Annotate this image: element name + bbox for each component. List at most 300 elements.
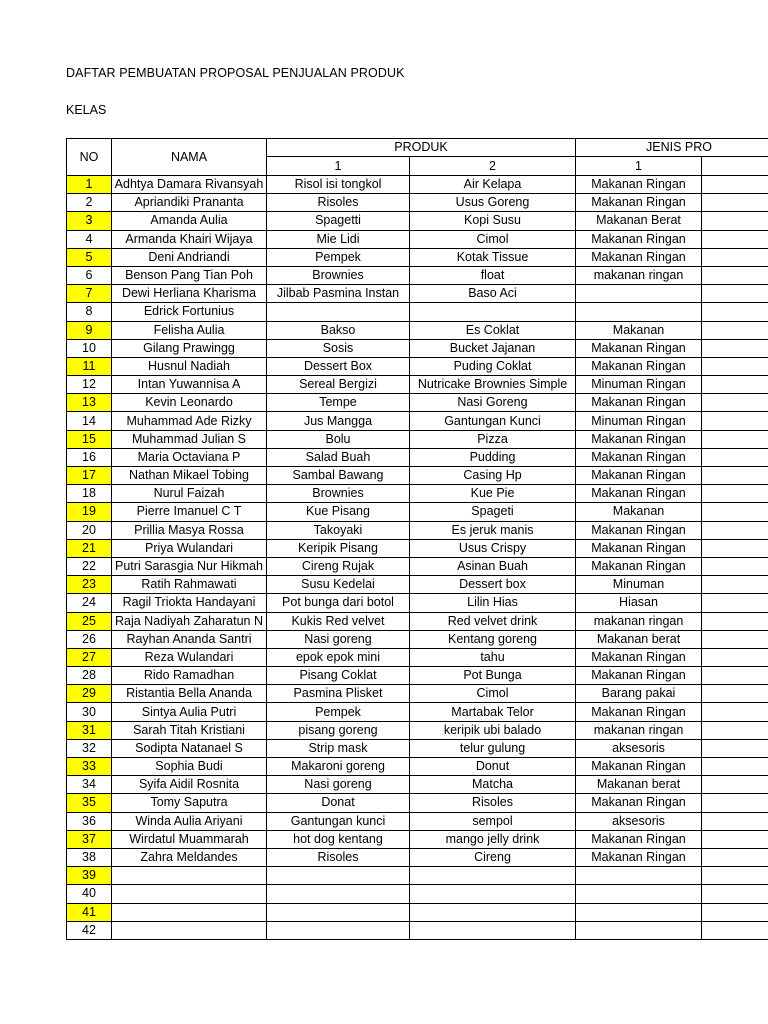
header-no: NO xyxy=(67,139,112,176)
cell-no[interactable]: 4 xyxy=(67,230,112,248)
cell-jenis-1[interactable]: Makanan Ringan xyxy=(576,394,702,412)
cell-jenis-2[interactable] xyxy=(702,703,768,721)
cell-no[interactable]: 41 xyxy=(67,903,112,921)
cell-jenis-2[interactable] xyxy=(702,685,768,703)
cell-jenis-2[interactable] xyxy=(702,521,768,539)
cell-jenis-2[interactable] xyxy=(702,885,768,903)
cell-produk-2[interactable]: Bucket Jajanan xyxy=(410,339,576,357)
cell-jenis-2[interactable] xyxy=(702,430,768,448)
cell-nama[interactable]: Gilang Prawingg xyxy=(112,339,267,357)
cell-jenis-2[interactable] xyxy=(702,830,768,848)
table-row xyxy=(67,612,768,630)
table-row xyxy=(67,266,768,284)
cell-jenis-1[interactable]: makanan ringan xyxy=(576,721,702,739)
cell-produk-1[interactable]: Dessert Box xyxy=(267,357,410,375)
table-row xyxy=(67,448,768,466)
cell-produk-2[interactable]: Kopi Susu xyxy=(410,212,576,230)
cell-produk-1[interactable]: Pasmina Plisket xyxy=(267,685,410,703)
cell-jenis-2[interactable] xyxy=(702,539,768,557)
cell-no[interactable]: 29 xyxy=(67,685,112,703)
cell-no[interactable]: 42 xyxy=(67,921,112,939)
header-jenis-produk: JENIS PRO xyxy=(576,139,768,157)
cell-jenis-1[interactable] xyxy=(576,885,702,903)
cell-jenis-1[interactable]: Barang pakai xyxy=(576,685,702,703)
cell-jenis-1[interactable]: Minuman xyxy=(576,576,702,594)
table-row xyxy=(67,594,768,612)
table-row xyxy=(67,721,768,739)
cell-no[interactable]: 13 xyxy=(67,394,112,412)
cell-produk-2[interactable]: Kentang goreng xyxy=(410,630,576,648)
cell-jenis-1[interactable]: aksesoris xyxy=(576,812,702,830)
table-row xyxy=(67,794,768,812)
cell-produk-2[interactable]: Usus Goreng xyxy=(410,194,576,212)
cell-no[interactable]: 16 xyxy=(67,448,112,466)
cell-produk-1[interactable]: Brownies xyxy=(267,485,410,503)
cell-produk-2[interactable]: Pudding xyxy=(410,448,576,466)
cell-nama[interactable]: Dewi Herliana Kharisma xyxy=(112,285,267,303)
cell-produk-1[interactable]: Risol isi tongkol xyxy=(267,176,410,194)
cell-jenis-2[interactable] xyxy=(702,812,768,830)
cell-jenis-2[interactable] xyxy=(702,266,768,284)
cell-nama[interactable]: Raja Nadiyah Zaharatun N xyxy=(112,612,267,630)
cell-jenis-2[interactable] xyxy=(702,176,768,194)
cell-nama[interactable]: Prillia Masya Rossa xyxy=(112,521,267,539)
cell-jenis-1[interactable]: Minuman Ringan xyxy=(576,376,702,394)
cell-produk-1[interactable]: Takoyaki xyxy=(267,521,410,539)
cell-jenis-2[interactable] xyxy=(702,357,768,375)
cell-jenis-1[interactable]: Makanan Ringan xyxy=(576,794,702,812)
cell-jenis-2[interactable] xyxy=(702,339,768,357)
cell-nama[interactable]: Edrick Fortunius xyxy=(112,303,267,321)
cell-nama[interactable]: Sarah Titah Kristiani xyxy=(112,721,267,739)
table-row xyxy=(67,467,768,485)
cell-jenis-2[interactable] xyxy=(702,412,768,430)
cell-produk-2[interactable]: Gantungan Kunci xyxy=(410,412,576,430)
cell-no[interactable]: 25 xyxy=(67,612,112,630)
cell-no[interactable]: 12 xyxy=(67,376,112,394)
cell-jenis-2[interactable] xyxy=(702,903,768,921)
cell-nama[interactable]: Kevin Leonardo xyxy=(112,394,267,412)
cell-produk-1[interactable]: Kukis Red velvet xyxy=(267,612,410,630)
spreadsheet-table-area xyxy=(66,138,768,942)
cell-no[interactable]: 1 xyxy=(67,176,112,194)
cell-no[interactable]: 3 xyxy=(67,212,112,230)
table-row xyxy=(67,248,768,266)
cell-produk-2[interactable]: Risoles xyxy=(410,794,576,812)
cell-no[interactable]: 35 xyxy=(67,794,112,812)
cell-produk-2[interactable]: sempol xyxy=(410,812,576,830)
cell-produk-1[interactable]: Keripik Pisang xyxy=(267,539,410,557)
cell-nama[interactable]: Wirdatul Muammarah xyxy=(112,830,267,848)
table-row xyxy=(67,303,768,321)
cell-nama[interactable]: Adhtya Damara Rivansyah xyxy=(112,176,267,194)
cell-produk-2[interactable]: Air Kelapa xyxy=(410,176,576,194)
cell-nama[interactable]: Felisha Aulia xyxy=(112,321,267,339)
cell-jenis-2[interactable] xyxy=(702,321,768,339)
cell-jenis-2[interactable] xyxy=(702,739,768,757)
cell-produk-2[interactable]: Martabak Telor xyxy=(410,703,576,721)
cell-produk-1[interactable] xyxy=(267,303,410,321)
cell-produk-2[interactable]: Casing Hp xyxy=(410,467,576,485)
cell-jenis-1[interactable]: Makanan berat xyxy=(576,776,702,794)
cell-produk-2[interactable] xyxy=(410,867,576,885)
cell-produk-2[interactable]: Dessert box xyxy=(410,576,576,594)
cell-jenis-1[interactable]: Makanan Berat xyxy=(576,212,702,230)
cell-produk-1[interactable]: Sereal Bergizi xyxy=(267,376,410,394)
cell-produk-2[interactable] xyxy=(410,921,576,939)
cell-jenis-1[interactable]: Makanan Ringan xyxy=(576,557,702,575)
cell-produk-2[interactable] xyxy=(410,903,576,921)
cell-nama[interactable]: Pierre Imanuel C T xyxy=(112,503,267,521)
cell-produk-1[interactable]: Jus Mangga xyxy=(267,412,410,430)
cell-jenis-2[interactable] xyxy=(702,303,768,321)
cell-no[interactable]: 38 xyxy=(67,848,112,866)
cell-jenis-1[interactable]: Hiasan xyxy=(576,594,702,612)
cell-no[interactable]: 18 xyxy=(67,485,112,503)
cell-no[interactable]: 32 xyxy=(67,739,112,757)
cell-jenis-1[interactable] xyxy=(576,867,702,885)
cell-produk-2[interactable]: Donut xyxy=(410,758,576,776)
table-row xyxy=(67,376,768,394)
cell-produk-1[interactable]: Donat xyxy=(267,794,410,812)
cell-no[interactable]: 20 xyxy=(67,521,112,539)
cell-produk-2[interactable]: Spageti xyxy=(410,503,576,521)
header-produk-1: 1 xyxy=(267,157,410,176)
cell-produk-1[interactable]: Bolu xyxy=(267,430,410,448)
cell-jenis-2[interactable] xyxy=(702,448,768,466)
cell-produk-1[interactable]: Nasi goreng xyxy=(267,630,410,648)
cell-jenis-2[interactable] xyxy=(702,503,768,521)
cell-no[interactable]: 21 xyxy=(67,539,112,557)
cell-produk-1[interactable]: Pempek xyxy=(267,703,410,721)
cell-nama[interactable]: Putri Sarasgia Nur Hikmah xyxy=(112,557,267,575)
cell-jenis-1[interactable]: Makanan berat xyxy=(576,630,702,648)
table-row xyxy=(67,885,768,903)
cell-nama[interactable]: Intan Yuwannisa A xyxy=(112,376,267,394)
cell-jenis-1[interactable]: Makanan Ringan xyxy=(576,539,702,557)
cell-no[interactable]: 2 xyxy=(67,194,112,212)
cell-no[interactable]: 40 xyxy=(67,885,112,903)
cell-no[interactable]: 23 xyxy=(67,576,112,594)
cell-produk-2[interactable]: Pizza xyxy=(410,430,576,448)
cell-nama[interactable]: Armanda Khairi Wijaya xyxy=(112,230,267,248)
cell-produk-2[interactable]: float xyxy=(410,266,576,284)
cell-no[interactable]: 24 xyxy=(67,594,112,612)
cell-produk-1[interactable]: Jilbab Pasmina Instan xyxy=(267,285,410,303)
cell-produk-1[interactable]: Susu Kedelai xyxy=(267,576,410,594)
cell-nama[interactable]: Deni Andriandi xyxy=(112,248,267,266)
cell-nama[interactable]: Rido Ramadhan xyxy=(112,667,267,685)
cell-produk-1[interactable] xyxy=(267,903,410,921)
cell-jenis-2[interactable] xyxy=(702,248,768,266)
cell-no[interactable]: 5 xyxy=(67,248,112,266)
cell-jenis-1[interactable]: Makanan Ringan xyxy=(576,848,702,866)
cell-produk-1[interactable]: Makaroni goreng xyxy=(267,758,410,776)
cell-jenis-1[interactable]: Makanan Ringan xyxy=(576,357,702,375)
cell-jenis-2[interactable] xyxy=(702,394,768,412)
cell-nama[interactable]: Syifa Aidil Rosnita xyxy=(112,776,267,794)
header-produk: PRODUK xyxy=(267,139,576,157)
cell-no[interactable]: 27 xyxy=(67,648,112,666)
cell-produk-2[interactable]: Kue Pie xyxy=(410,485,576,503)
cell-nama[interactable]: Sintya Aulia Putri xyxy=(112,703,267,721)
cell-jenis-2[interactable] xyxy=(702,467,768,485)
cell-produk-2[interactable] xyxy=(410,885,576,903)
cell-no[interactable]: 10 xyxy=(67,339,112,357)
cell-jenis-2[interactable] xyxy=(702,612,768,630)
cell-nama[interactable] xyxy=(112,903,267,921)
cell-no[interactable]: 11 xyxy=(67,357,112,375)
cell-produk-1[interactable] xyxy=(267,885,410,903)
cell-no[interactable]: 19 xyxy=(67,503,112,521)
table-row xyxy=(67,285,768,303)
cell-nama[interactable]: Zahra Meldandes xyxy=(112,848,267,866)
cell-produk-2[interactable]: Es Coklat xyxy=(410,321,576,339)
cell-jenis-1[interactable] xyxy=(576,303,702,321)
header-nama: NAMA xyxy=(112,139,267,176)
cell-no[interactable]: 30 xyxy=(67,703,112,721)
cell-nama[interactable]: Muhammad Ade Rizky xyxy=(112,412,267,430)
table-row xyxy=(67,412,768,430)
cell-jenis-1[interactable]: Makanan Ringan xyxy=(576,176,702,194)
cell-nama[interactable]: Sodipta Natanael S xyxy=(112,739,267,757)
cell-produk-2[interactable]: Lilin Hias xyxy=(410,594,576,612)
cell-jenis-2[interactable] xyxy=(702,212,768,230)
cell-jenis-1[interactable]: Makanan xyxy=(576,321,702,339)
cell-jenis-1[interactable]: makanan ringan xyxy=(576,266,702,284)
cell-jenis-2[interactable] xyxy=(702,230,768,248)
table-row xyxy=(67,503,768,521)
table-row xyxy=(67,630,768,648)
cell-produk-1[interactable]: Bakso xyxy=(267,321,410,339)
cell-produk-1[interactable]: epok epok mini xyxy=(267,648,410,666)
cell-jenis-1[interactable] xyxy=(576,921,702,939)
cell-produk-1[interactable]: Sambal Bawang xyxy=(267,467,410,485)
cell-nama[interactable]: Ratih Rahmawati xyxy=(112,576,267,594)
cell-produk-1[interactable]: Risoles xyxy=(267,194,410,212)
cell-produk-1[interactable]: Salad Buah xyxy=(267,448,410,466)
cell-jenis-2[interactable] xyxy=(702,867,768,885)
cell-jenis-1[interactable]: Makanan Ringan xyxy=(576,521,702,539)
kelas-label: KELAS xyxy=(66,103,107,117)
cell-nama[interactable] xyxy=(112,867,267,885)
cell-nama[interactable]: Nurul Faizah xyxy=(112,485,267,503)
cell-no[interactable]: 37 xyxy=(67,830,112,848)
table-row xyxy=(67,576,768,594)
cell-jenis-1[interactable]: Makanan Ringan xyxy=(576,467,702,485)
cell-nama[interactable]: Apriandiki Prananta xyxy=(112,194,267,212)
cell-jenis-2[interactable] xyxy=(702,758,768,776)
cell-nama[interactable]: Ragil Triokta Handayani xyxy=(112,594,267,612)
cell-jenis-1[interactable]: Makanan Ringan xyxy=(576,248,702,266)
cell-nama[interactable]: Priya Wulandari xyxy=(112,539,267,557)
cell-no[interactable]: 7 xyxy=(67,285,112,303)
cell-jenis-1[interactable]: Makanan Ringan xyxy=(576,758,702,776)
cell-jenis-1[interactable]: Minuman Ringan xyxy=(576,412,702,430)
cell-produk-1[interactable]: Pisang Coklat xyxy=(267,667,410,685)
cell-jenis-1[interactable]: makanan ringan xyxy=(576,612,702,630)
table-row xyxy=(67,539,768,557)
header-jenis-1: 1 xyxy=(576,157,702,176)
cell-no[interactable]: 17 xyxy=(67,467,112,485)
cell-jenis-1[interactable]: Makanan Ringan xyxy=(576,648,702,666)
cell-no[interactable]: 33 xyxy=(67,758,112,776)
cell-nama[interactable]: Muhammad Julian S xyxy=(112,430,267,448)
cell-jenis-1[interactable]: Makanan Ringan xyxy=(576,230,702,248)
cell-produk-1[interactable]: Nasi goreng xyxy=(267,776,410,794)
cell-no[interactable]: 39 xyxy=(67,867,112,885)
cell-produk-1[interactable]: Pot bunga dari botol xyxy=(267,594,410,612)
cell-jenis-2[interactable] xyxy=(702,794,768,812)
cell-jenis-2[interactable] xyxy=(702,848,768,866)
cell-produk-2[interactable]: Nutricake Brownies Simple xyxy=(410,376,576,394)
cell-nama[interactable]: Amanda Aulia xyxy=(112,212,267,230)
cell-produk-1[interactable]: Risoles xyxy=(267,848,410,866)
cell-jenis-1[interactable]: Makanan Ringan xyxy=(576,830,702,848)
table-row xyxy=(67,339,768,357)
table-row xyxy=(67,812,768,830)
cell-jenis-2[interactable] xyxy=(702,921,768,939)
table-row xyxy=(67,903,768,921)
cell-no[interactable]: 6 xyxy=(67,266,112,284)
table-row xyxy=(67,830,768,848)
cell-produk-1[interactable]: Pempek xyxy=(267,248,410,266)
cell-produk-1[interactable]: Tempe xyxy=(267,394,410,412)
cell-produk-2[interactable]: Es jeruk manis xyxy=(410,521,576,539)
cell-jenis-1[interactable] xyxy=(576,903,702,921)
cell-jenis-1[interactable]: Makanan Ringan xyxy=(576,339,702,357)
cell-produk-1[interactable]: Mie Lidi xyxy=(267,230,410,248)
cell-produk-2[interactable]: Red velvet drink xyxy=(410,612,576,630)
cell-produk-2[interactable]: Puding Coklat xyxy=(410,357,576,375)
cell-produk-2[interactable]: Nasi Goreng xyxy=(410,394,576,412)
table-row xyxy=(67,648,768,666)
cell-no[interactable]: 15 xyxy=(67,430,112,448)
cell-jenis-1[interactable] xyxy=(576,285,702,303)
table-row xyxy=(67,176,768,194)
cell-no[interactable]: 34 xyxy=(67,776,112,794)
table-row xyxy=(67,557,768,575)
cell-jenis-2[interactable] xyxy=(702,721,768,739)
table-row xyxy=(67,739,768,757)
cell-nama[interactable] xyxy=(112,921,267,939)
cell-produk-2[interactable]: Matcha xyxy=(410,776,576,794)
cell-produk-1[interactable]: hot dog kentang xyxy=(267,830,410,848)
cell-jenis-1[interactable]: Makanan Ringan xyxy=(576,703,702,721)
cell-jenis-2[interactable] xyxy=(702,376,768,394)
cell-nama[interactable]: Nathan Mikael Tobing xyxy=(112,467,267,485)
cell-produk-2[interactable]: Cimol xyxy=(410,685,576,703)
cell-no[interactable]: 26 xyxy=(67,630,112,648)
cell-jenis-2[interactable] xyxy=(702,594,768,612)
cell-nama[interactable]: Husnul Nadiah xyxy=(112,357,267,375)
cell-produk-1[interactable] xyxy=(267,921,410,939)
cell-jenis-1[interactable]: Makanan Ringan xyxy=(576,194,702,212)
cell-produk-2[interactable] xyxy=(410,303,576,321)
table-row xyxy=(67,394,768,412)
cell-jenis-1[interactable]: Makanan Ringan xyxy=(576,485,702,503)
cell-produk-2[interactable]: Cireng xyxy=(410,848,576,866)
cell-no[interactable]: 22 xyxy=(67,557,112,575)
table-row xyxy=(67,194,768,212)
cell-produk-2[interactable]: Cimol xyxy=(410,230,576,248)
cell-jenis-2[interactable] xyxy=(702,194,768,212)
cell-produk-2[interactable]: Baso Aci xyxy=(410,285,576,303)
table-row xyxy=(67,867,768,885)
table-row xyxy=(67,667,768,685)
table-row xyxy=(67,212,768,230)
cell-no[interactable]: 28 xyxy=(67,667,112,685)
cell-nama[interactable]: Sophia Budi xyxy=(112,758,267,776)
cell-jenis-1[interactable]: Makanan Ringan xyxy=(576,430,702,448)
cell-jenis-2[interactable] xyxy=(702,557,768,575)
cell-produk-2[interactable]: Pot Bunga xyxy=(410,667,576,685)
table-row xyxy=(67,921,768,939)
cell-jenis-2[interactable] xyxy=(702,630,768,648)
header-produk-2: 2 xyxy=(410,157,576,176)
cell-no[interactable]: 14 xyxy=(67,412,112,430)
cell-produk-2[interactable]: tahu xyxy=(410,648,576,666)
cell-produk-2[interactable]: mango jelly drink xyxy=(410,830,576,848)
cell-produk-1[interactable]: Gantungan kunci xyxy=(267,812,410,830)
cell-jenis-1[interactable]: Makanan xyxy=(576,503,702,521)
cell-nama[interactable]: Winda Aulia Ariyani xyxy=(112,812,267,830)
cell-nama[interactable] xyxy=(112,885,267,903)
cell-produk-2[interactable]: telur gulung xyxy=(410,739,576,757)
table-row xyxy=(67,776,768,794)
cell-jenis-2[interactable] xyxy=(702,485,768,503)
cell-produk-2[interactable]: keripik ubi balado xyxy=(410,721,576,739)
cell-produk-1[interactable]: Strip mask xyxy=(267,739,410,757)
header-jenis-2 xyxy=(702,157,768,176)
cell-nama[interactable]: Rayhan Ananda Santri xyxy=(112,630,267,648)
cell-produk-1[interactable]: Sosis xyxy=(267,339,410,357)
cell-jenis-2[interactable] xyxy=(702,285,768,303)
cell-jenis-1[interactable]: aksesoris xyxy=(576,739,702,757)
cell-jenis-1[interactable]: Makanan Ringan xyxy=(576,448,702,466)
cell-produk-1[interactable]: Kue Pisang xyxy=(267,503,410,521)
cell-nama[interactable]: Maria Octaviana P xyxy=(112,448,267,466)
cell-nama[interactable]: Benson Pang Tian Poh xyxy=(112,266,267,284)
cell-no[interactable]: 9 xyxy=(67,321,112,339)
cell-nama[interactable]: Ristantia Bella Ananda xyxy=(112,685,267,703)
cell-nama[interactable]: Reza Wulandari xyxy=(112,648,267,666)
table-body xyxy=(67,176,768,940)
table-row xyxy=(67,430,768,448)
cell-nama[interactable]: Tomy Saputra xyxy=(112,794,267,812)
cell-jenis-2[interactable] xyxy=(702,776,768,794)
cell-produk-1[interactable]: Brownies xyxy=(267,266,410,284)
table-row xyxy=(67,521,768,539)
cell-produk-2[interactable]: Kotak Tissue xyxy=(410,248,576,266)
table-row xyxy=(67,758,768,776)
cell-no[interactable]: 36 xyxy=(67,812,112,830)
cell-no[interactable]: 31 xyxy=(67,721,112,739)
cell-jenis-2[interactable] xyxy=(702,576,768,594)
cell-produk-2[interactable]: Usus Crispy xyxy=(410,539,576,557)
table-row xyxy=(67,357,768,375)
cell-jenis-1[interactable]: Makanan Ringan xyxy=(576,667,702,685)
cell-jenis-2[interactable] xyxy=(702,648,768,666)
cell-produk-2[interactable]: Asinan Buah xyxy=(410,557,576,575)
cell-jenis-2[interactable] xyxy=(702,667,768,685)
cell-no[interactable]: 8 xyxy=(67,303,112,321)
cell-produk-1[interactable]: Spagetti xyxy=(267,212,410,230)
cell-produk-1[interactable] xyxy=(267,867,410,885)
cell-produk-1[interactable]: pisang goreng xyxy=(267,721,410,739)
table-row xyxy=(67,485,768,503)
cell-produk-1[interactable]: Cireng Rujak xyxy=(267,557,410,575)
